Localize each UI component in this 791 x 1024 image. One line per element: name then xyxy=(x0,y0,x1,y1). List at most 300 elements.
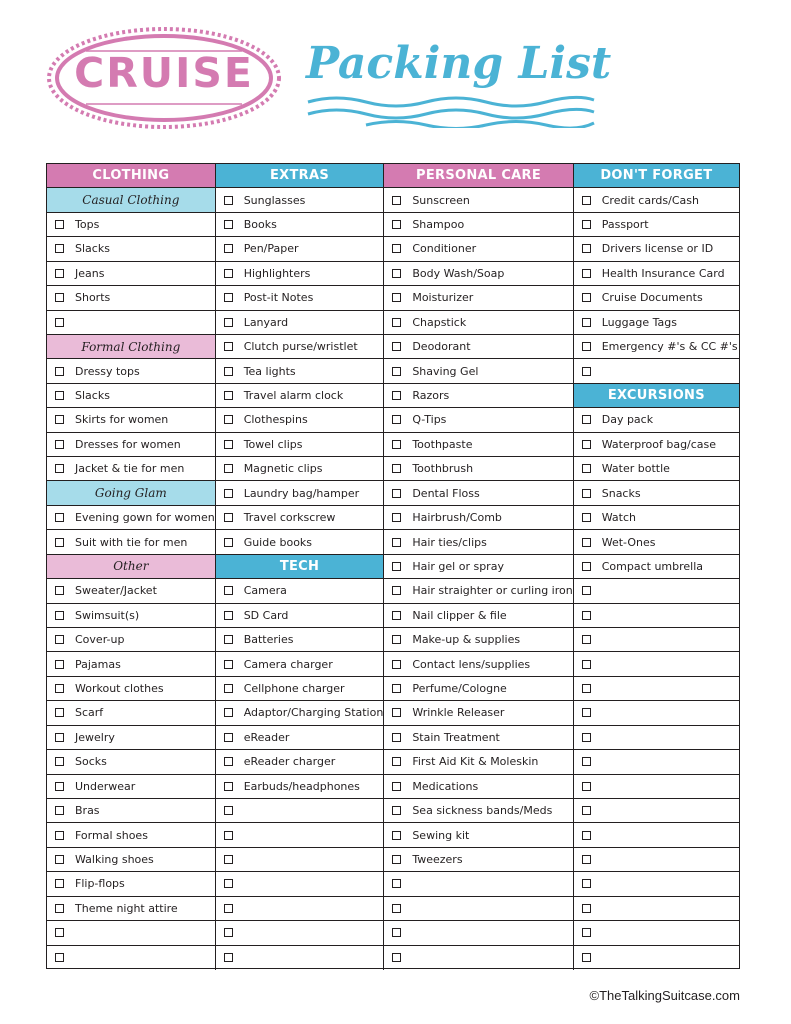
item-label: First Aid Kit & Moleskin xyxy=(412,755,539,769)
item-label: Dressy tops xyxy=(75,364,140,378)
checklist-item xyxy=(384,311,572,335)
checklist-item xyxy=(47,921,215,945)
checkbox[interactable] xyxy=(582,806,591,815)
checkbox[interactable] xyxy=(392,464,401,473)
checklist-item xyxy=(216,384,384,408)
checkbox[interactable] xyxy=(392,513,401,522)
checkbox[interactable] xyxy=(55,538,64,547)
checklist-item xyxy=(574,872,739,896)
checkbox[interactable] xyxy=(582,318,591,327)
checkbox[interactable] xyxy=(224,342,233,351)
checkbox[interactable] xyxy=(55,953,64,962)
checkbox[interactable] xyxy=(582,879,591,888)
checkbox[interactable] xyxy=(582,831,591,840)
checklist-item xyxy=(574,311,739,335)
checklist-item xyxy=(574,262,739,286)
item-label: Evening gown for women xyxy=(75,511,215,525)
checkbox[interactable] xyxy=(224,708,233,717)
checkbox[interactable] xyxy=(224,953,233,962)
checkbox[interactable] xyxy=(224,879,233,888)
checklist-item xyxy=(574,481,739,505)
checkbox[interactable] xyxy=(224,733,233,742)
checkbox[interactable] xyxy=(55,855,64,864)
checkbox[interactable] xyxy=(582,367,591,376)
checklist-item xyxy=(384,750,572,774)
checkbox[interactable] xyxy=(582,269,591,278)
checklist-item xyxy=(47,628,215,652)
checkbox[interactable] xyxy=(224,831,233,840)
checkbox[interactable] xyxy=(582,953,591,962)
checkbox[interactable] xyxy=(392,782,401,791)
checkbox[interactable] xyxy=(224,367,233,376)
checkbox[interactable] xyxy=(55,244,64,253)
item-label: Contact lens/supplies xyxy=(412,657,531,671)
checklist-item xyxy=(384,897,572,921)
stamp-text: CRUISE xyxy=(74,49,254,97)
checkbox[interactable] xyxy=(582,220,591,229)
section-header: CLOTHING xyxy=(47,164,215,188)
checklist-item xyxy=(384,555,572,579)
checkbox[interactable] xyxy=(582,244,591,253)
item-label: Toothpaste xyxy=(412,437,473,451)
checkbox[interactable] xyxy=(392,684,401,693)
checkbox[interactable] xyxy=(224,220,233,229)
checklist-item xyxy=(47,726,215,750)
checkbox[interactable] xyxy=(224,415,233,424)
checkbox[interactable] xyxy=(224,513,233,522)
checkbox[interactable] xyxy=(224,586,233,595)
item-label: Walking shoes xyxy=(75,853,154,867)
checkbox[interactable] xyxy=(582,586,591,595)
item-label: Books xyxy=(243,218,277,232)
checklist-item xyxy=(574,335,739,359)
checkbox[interactable] xyxy=(55,879,64,888)
checkbox[interactable] xyxy=(582,293,591,302)
item-label: Shaving Gel xyxy=(412,364,479,378)
checklist-item xyxy=(384,237,572,261)
item-label: Dental Floss xyxy=(412,486,480,500)
item-label: Deodorant xyxy=(412,340,471,354)
checklist-item xyxy=(47,530,215,554)
item-label: Camera charger xyxy=(243,657,333,671)
item-label: Batteries xyxy=(243,633,294,647)
checklist-item xyxy=(216,848,384,872)
checklist-item xyxy=(47,897,215,921)
checkbox[interactable] xyxy=(392,953,401,962)
checkbox[interactable] xyxy=(582,196,591,205)
checklist-item xyxy=(47,946,215,970)
checklist-item xyxy=(384,335,572,359)
checkbox[interactable] xyxy=(55,611,64,620)
checklist-item xyxy=(216,579,384,603)
checkbox[interactable] xyxy=(224,635,233,644)
table-column xyxy=(384,164,573,970)
checklist-item xyxy=(574,701,739,725)
checkbox[interactable] xyxy=(55,684,64,693)
checkbox[interactable] xyxy=(392,489,401,498)
item-label: Jacket & tie for men xyxy=(75,462,185,476)
item-label: Clothespins xyxy=(243,413,308,427)
item-label: Magnetic clips xyxy=(243,462,323,476)
item-label: Razors xyxy=(412,389,450,402)
checkbox[interactable] xyxy=(582,538,591,547)
checkbox[interactable] xyxy=(392,611,401,620)
checklist-item xyxy=(384,604,572,628)
checkbox[interactable] xyxy=(582,660,591,669)
checkbox[interactable] xyxy=(55,660,64,669)
checklist-item xyxy=(216,946,384,970)
checkbox[interactable] xyxy=(392,708,401,717)
checkbox[interactable] xyxy=(55,367,64,376)
checkbox[interactable] xyxy=(224,293,233,302)
checkbox[interactable] xyxy=(224,391,233,400)
checklist-item xyxy=(47,677,215,701)
checklist-item xyxy=(216,604,384,628)
item-label: Medications xyxy=(412,779,479,793)
checklist-item xyxy=(47,848,215,872)
checkbox[interactable] xyxy=(392,415,401,424)
checkbox[interactable] xyxy=(224,806,233,815)
checkbox[interactable] xyxy=(392,342,401,351)
checklist-item xyxy=(216,433,384,457)
item-label: Stain Treatment xyxy=(412,730,500,744)
checklist-item xyxy=(216,652,384,676)
item-label: Hair gel or spray xyxy=(412,559,504,573)
checkbox[interactable] xyxy=(582,342,591,351)
checkbox[interactable] xyxy=(582,708,591,717)
item-label: SD Card xyxy=(243,608,289,622)
checklist-item xyxy=(574,530,739,554)
checkbox[interactable] xyxy=(55,586,64,595)
checklist-item xyxy=(216,628,384,652)
checkbox[interactable] xyxy=(55,415,64,424)
item-label: eReader xyxy=(243,730,290,744)
item-label: Shampoo xyxy=(412,218,465,232)
item-label: Socks xyxy=(75,755,107,769)
checklist-item xyxy=(574,433,739,457)
checkbox[interactable] xyxy=(392,318,401,327)
item-label: Waterproof bag/case xyxy=(601,437,717,451)
item-label: Hair straighter or curling iron xyxy=(412,584,573,598)
checkbox[interactable] xyxy=(55,831,64,840)
checkbox[interactable] xyxy=(582,684,591,693)
checkbox[interactable] xyxy=(224,928,233,937)
checkbox[interactable] xyxy=(582,733,591,742)
checkbox[interactable] xyxy=(55,440,64,449)
checkbox[interactable] xyxy=(392,806,401,815)
checklist-item xyxy=(384,848,572,872)
checkbox[interactable] xyxy=(582,464,591,473)
table-column xyxy=(574,164,739,970)
checklist-item xyxy=(384,628,572,652)
checkbox[interactable] xyxy=(55,318,64,327)
checkbox[interactable] xyxy=(392,244,401,253)
checklist-item xyxy=(384,408,572,432)
checklist-item xyxy=(384,457,572,481)
checklist-item xyxy=(574,188,739,212)
checklist-item xyxy=(216,872,384,896)
item-label: Watch xyxy=(601,511,636,525)
checkbox[interactable] xyxy=(392,855,401,864)
checklist-item xyxy=(384,286,572,310)
checkbox[interactable] xyxy=(224,244,233,253)
checkbox[interactable] xyxy=(55,708,64,717)
checkbox[interactable] xyxy=(224,757,233,766)
checklist-item xyxy=(384,359,572,383)
checklist-item xyxy=(47,286,215,310)
checkbox[interactable] xyxy=(392,220,401,229)
checkbox[interactable] xyxy=(392,879,401,888)
item-label: Highlighters xyxy=(243,266,311,280)
checklist-item xyxy=(384,799,572,823)
checklist-item xyxy=(384,433,572,457)
checkbox[interactable] xyxy=(582,489,591,498)
page-title: Packing List xyxy=(306,38,612,89)
checkbox[interactable] xyxy=(55,757,64,766)
item-label: Workout clothes xyxy=(75,682,164,696)
checklist-item xyxy=(384,506,572,530)
checklist-item xyxy=(47,604,215,628)
item-label: Swimsuit(s) xyxy=(75,608,140,622)
section-header: PERSONAL CARE xyxy=(384,164,572,188)
subsection-header: Other xyxy=(47,555,215,579)
checklist-item xyxy=(47,652,215,676)
checkbox[interactable] xyxy=(582,782,591,791)
checklist-item xyxy=(47,262,215,286)
item-label: Snacks xyxy=(601,486,641,500)
item-label: Shorts xyxy=(75,291,111,305)
item-label: Cover-up xyxy=(75,633,125,647)
section-header: TECH xyxy=(216,555,384,579)
checkbox[interactable] xyxy=(582,415,591,424)
item-label: Wet-Ones xyxy=(601,535,656,549)
checklist-item xyxy=(216,726,384,750)
item-label: Body Wash/Soap xyxy=(412,266,505,280)
packing-table xyxy=(46,163,740,969)
subsection-header: Casual Clothing xyxy=(47,188,215,212)
item-label: Credit cards/Cash xyxy=(601,193,699,207)
item-label: Scarf xyxy=(75,706,104,720)
checklist-item xyxy=(216,701,384,725)
item-label: Cellphone charger xyxy=(243,682,345,696)
checklist-item xyxy=(574,775,739,799)
checklist-item xyxy=(47,311,215,335)
checkbox[interactable] xyxy=(582,440,591,449)
checklist-item xyxy=(384,262,572,286)
checkbox[interactable] xyxy=(55,733,64,742)
checklist-item xyxy=(574,237,739,261)
item-label: Earbuds/headphones xyxy=(243,779,360,793)
item-label: Drivers license or ID xyxy=(601,242,714,256)
checkbox[interactable] xyxy=(392,660,401,669)
checkbox[interactable] xyxy=(392,904,401,913)
checklist-item xyxy=(574,579,739,603)
subsection-header: Formal Clothing xyxy=(47,335,215,359)
checkbox[interactable] xyxy=(55,635,64,644)
checklist-item xyxy=(384,530,572,554)
subsection-header: Going Glam xyxy=(47,481,215,505)
item-label: Pen/Paper xyxy=(243,242,299,256)
checkbox[interactable] xyxy=(392,538,401,547)
checkbox[interactable] xyxy=(392,562,401,571)
checklist-item xyxy=(216,750,384,774)
checkbox[interactable] xyxy=(55,293,64,302)
checkbox[interactable] xyxy=(224,269,233,278)
item-label: Camera xyxy=(243,584,287,598)
checkbox[interactable] xyxy=(224,318,233,327)
item-label: Compact umbrella xyxy=(601,559,704,573)
checklist-item xyxy=(47,359,215,383)
checklist-item xyxy=(384,921,572,945)
item-label: Sweater/Jacket xyxy=(75,584,157,598)
checklist-item xyxy=(574,286,739,310)
checklist-item xyxy=(216,335,384,359)
item-label: Toothbrush xyxy=(412,462,474,476)
checklist-item xyxy=(384,384,572,408)
checkbox[interactable] xyxy=(55,464,64,473)
checklist-item xyxy=(216,188,384,212)
checklist-item xyxy=(216,897,384,921)
item-label: Lanyard xyxy=(243,315,289,329)
checkbox[interactable] xyxy=(55,904,64,913)
item-label: Post-it Notes xyxy=(243,291,314,305)
checklist-item xyxy=(574,946,739,970)
item-label: Hair ties/clips xyxy=(412,535,487,549)
checklist-item xyxy=(574,604,739,628)
item-label: Day pack xyxy=(601,413,654,427)
checklist-item xyxy=(216,457,384,481)
waves-icon xyxy=(306,94,596,128)
checklist-item xyxy=(47,775,215,799)
item-label: Underwear xyxy=(75,779,136,793)
table-column xyxy=(216,164,385,970)
checkbox[interactable] xyxy=(55,513,64,522)
item-label: Laundry bag/hamper xyxy=(243,486,360,500)
item-label: Nail clipper & file xyxy=(412,608,507,622)
checklist-item xyxy=(574,652,739,676)
checklist-item xyxy=(47,457,215,481)
checklist-item xyxy=(47,213,215,237)
checkbox[interactable] xyxy=(582,855,591,864)
checklist-item xyxy=(574,628,739,652)
checklist-item xyxy=(216,677,384,701)
checkbox[interactable] xyxy=(224,611,233,620)
checklist-item xyxy=(574,457,739,481)
item-label: Pajamas xyxy=(75,657,121,671)
checkbox[interactable] xyxy=(392,733,401,742)
item-label: Tops xyxy=(75,218,100,232)
checkbox[interactable] xyxy=(582,562,591,571)
checkbox[interactable] xyxy=(392,367,401,376)
checkbox[interactable] xyxy=(224,464,233,473)
checklist-item xyxy=(384,579,572,603)
checkbox[interactable] xyxy=(392,586,401,595)
section-header: EXCURSIONS xyxy=(574,384,739,408)
checkbox[interactable] xyxy=(224,489,233,498)
checkbox[interactable] xyxy=(392,928,401,937)
checkbox[interactable] xyxy=(224,904,233,913)
checkbox[interactable] xyxy=(582,904,591,913)
checklist-item xyxy=(216,823,384,847)
checklist-item xyxy=(216,237,384,261)
checkbox[interactable] xyxy=(55,391,64,400)
item-label: Sunglasses xyxy=(243,193,306,207)
checkbox[interactable] xyxy=(224,538,233,547)
checklist-item xyxy=(216,530,384,554)
item-label: Sewing kit xyxy=(412,828,470,842)
checkbox[interactable] xyxy=(224,855,233,864)
item-label: Water bottle xyxy=(601,462,670,476)
checkbox[interactable] xyxy=(392,831,401,840)
item-label: Travel alarm clock xyxy=(243,389,344,402)
checklist-item xyxy=(47,872,215,896)
item-label: Luggage Tags xyxy=(601,315,677,329)
item-label: eReader charger xyxy=(243,755,336,769)
checklist-item xyxy=(574,799,739,823)
checklist-item xyxy=(216,311,384,335)
checkbox[interactable] xyxy=(55,220,64,229)
checkbox[interactable] xyxy=(582,635,591,644)
checkbox[interactable] xyxy=(392,269,401,278)
checkbox[interactable] xyxy=(224,440,233,449)
checklist-item xyxy=(47,237,215,261)
checkbox[interactable] xyxy=(392,391,401,400)
checklist-item xyxy=(216,775,384,799)
checkbox[interactable] xyxy=(55,806,64,815)
item-label: Moisturizer xyxy=(412,291,474,305)
checklist-item xyxy=(384,701,572,725)
checkbox[interactable] xyxy=(392,440,401,449)
checkbox[interactable] xyxy=(392,196,401,205)
item-label: Make-up & supplies xyxy=(412,633,521,647)
checkbox[interactable] xyxy=(392,757,401,766)
checkbox[interactable] xyxy=(582,611,591,620)
checklist-item xyxy=(384,677,572,701)
item-label: Hairbrush/Comb xyxy=(412,511,502,525)
checklist-item xyxy=(384,872,572,896)
checkbox[interactable] xyxy=(55,782,64,791)
item-label: Passport xyxy=(601,218,649,232)
item-label: Conditioner xyxy=(412,242,477,256)
item-label: Q-Tips xyxy=(412,413,447,427)
item-label: Travel corkscrew xyxy=(243,511,336,525)
checklist-item xyxy=(216,921,384,945)
item-label: Bras xyxy=(75,804,100,818)
checkbox[interactable] xyxy=(582,928,591,937)
item-label: Perfume/Cologne xyxy=(412,682,507,696)
checkbox[interactable] xyxy=(55,928,64,937)
item-label: Jeans xyxy=(75,266,105,280)
checkbox[interactable] xyxy=(55,269,64,278)
checklist-item xyxy=(384,726,572,750)
checkbox[interactable] xyxy=(224,196,233,205)
checklist-item xyxy=(216,799,384,823)
item-label: Clutch purse/wristlet xyxy=(243,340,358,354)
checkbox[interactable] xyxy=(224,782,233,791)
item-label: Wrinkle Releaser xyxy=(412,706,505,720)
item-label: Sea sickness bands/Meds xyxy=(412,804,553,818)
checklist-item xyxy=(384,652,572,676)
checklist-item xyxy=(574,677,739,701)
checkbox[interactable] xyxy=(582,513,591,522)
item-label: Slacks xyxy=(75,242,110,256)
checklist-item xyxy=(384,188,572,212)
checkbox[interactable] xyxy=(224,660,233,669)
checkbox[interactable] xyxy=(392,635,401,644)
checkbox[interactable] xyxy=(224,684,233,693)
checkbox[interactable] xyxy=(582,757,591,766)
checkbox[interactable] xyxy=(392,293,401,302)
